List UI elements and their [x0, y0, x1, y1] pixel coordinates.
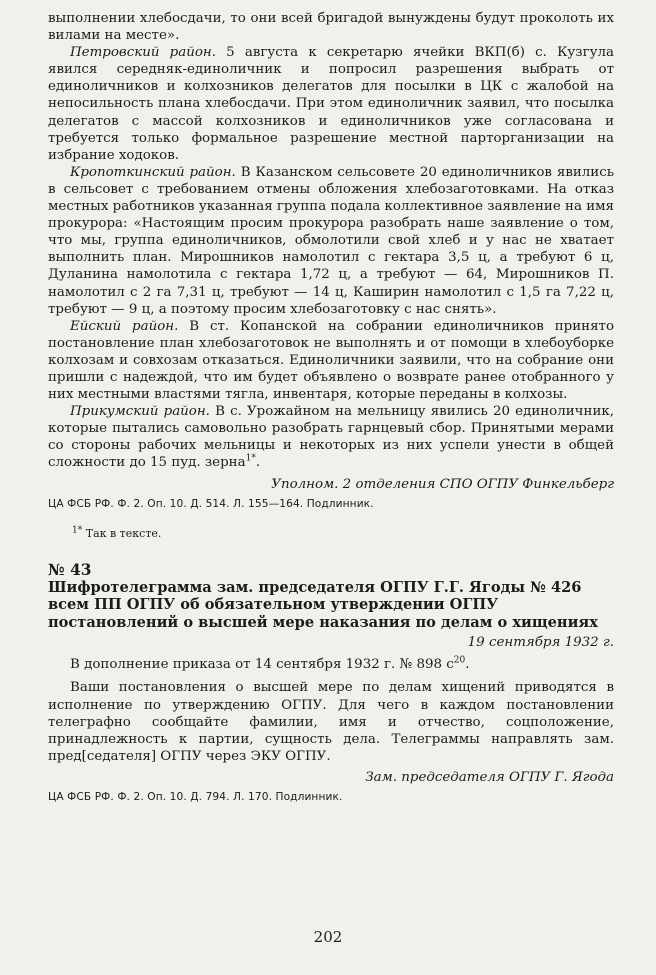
- paragraph-prikumsky-end: .: [255, 455, 261, 471]
- paragraph-petrovsky-text: 5 августа к секретарю ячейки ВКП(б) с. Кузгула явился середняк-единоличник и попросил разрешения выбрать от единоличников и колхозников делегатов для посылки в ЦК с жалобой на непосильность плана хлебосдачи. При этом единоличник заявил, что посылка делегатов с массой колхозников и единоличников уже согласована и требуется только формальное разрешение местной парторганизации на избрание ходоков.: [48, 45, 614, 163]
- archive-reference-2: ЦА ФСБ РФ. Ф. 2. Оп. 10. Д. 794. Л. 170. Подлинник.: [48, 790, 343, 803]
- document-intro-text: В дополнение приказа от 14 сентября 1932 г. № 898 с: [70, 657, 454, 673]
- footnote-ref: 1*: [245, 453, 256, 464]
- paragraph-kropotkinsky: [48, 164, 614, 318]
- district-label-eysky: Ейский район.: [70, 318, 179, 334]
- paragraph-continuation: выполнении хлебосдачи, то они всей бригадой вынуждены будут проколоть их вилами на месте».: [48, 11, 614, 44]
- document-body: Ваши постановления о высшей мере по делам хищений приводятся в исполнение по утверждению ОГПУ. Для чего в каждом постановлении телеграфно сообщайте фамилии, имя и отчество, соцположение, принадлежность к партии, сущность дела. Телеграммы направлять зам. пред[седателя] ОГПУ через ЭКУ ОГПУ.: [48, 680, 614, 764]
- archive-reference-1: ЦА ФСБ РФ. Ф. 2. Оп. 10. Д. 514. Л. 155—164. Подлинник.: [48, 497, 374, 510]
- district-label-kropotkinsky: Кропоткинский район.: [70, 164, 236, 180]
- district-label-prikumsky: Прикумский район.: [70, 404, 210, 420]
- paragraph-petrovsky: [48, 44, 614, 164]
- paragraph-eysky-text: В ст. Копанской на собрании единоличников принято постановление план хлебозаготовок не выполнять и от помощи в хлебоуборке колхозам и совхозам отказаться. Единоличники заявили, что на собрание они пришли с надеждой, что им будет объявлено о возврате ранее отобранного у них местными властями тягла, инвентаря, которые переданы в колхозы.: [48, 318, 614, 403]
- footnote-mark: 1*: [72, 524, 83, 535]
- paragraph-kropotkinsky-text: В Казанском сельсовете 20 единоличников явились в сельсовет с требованием отмены обложения хлебозаготовками. На отказ местных работников указанная группа подала коллективное заявление на имя прокурора: «Настоящим просим прокурора разобрать наше заявление о том, что мы, группа единоличников, обмолотили свой хлеб и у нас не хватает выполнить план. Мирошников намолотил с гектара 3,5 ц, а требуют 6 ц, Дуланина намолотила с гектара 1,72 ц, а требуют — 64, Мирошников П. намолотил с 2 га 7,31 ц, требуют — 14 ц, Каширин намолотил с 1,5 га 7,22 ц, требуют — 9 ц, а поэтому просим хлебозаготовку с нас снять».: [48, 164, 615, 317]
- district-label-petrovsky: Петровский район.: [70, 45, 216, 61]
- footnote: [48, 524, 614, 541]
- signature-yagoda: Зам. председателя ОГПУ Г. Ягода: [365, 769, 614, 785]
- document-date: 19 сентября 1932 г.: [467, 635, 614, 651]
- document-intro: [48, 656, 614, 673]
- endnote-ref: 20: [453, 655, 466, 666]
- page-number: 202: [313, 928, 343, 946]
- footnote-text: Так в тексте.: [82, 526, 162, 540]
- document-number: № 43: [48, 560, 92, 579]
- document-intro-end: .: [465, 657, 470, 673]
- signature-finkelberg: Уполном. 2 отделения СПО ОГПУ Финкельберг: [271, 476, 614, 492]
- paragraph-prikumsky-text: В с. Урожайном на мельницу явились 20 единоличник, которые пытались самовольно разобрать гарнцевый сбор. Принятыми мерами со стороны рабочих мельницы и некоторых из них успели унести в общей сложности до 15 пуд. зерна: [48, 404, 614, 471]
- document-title: Шифротелеграмма зам. председателя ОГПУ Г.Г. Ягоды № 426 всем ПП ОГПУ об обязательном утверждении ОГПУ постановлений о высшей мере наказания по делам о хищениях: [48, 578, 598, 631]
- paragraph-prikumsky: [48, 403, 614, 471]
- paragraph-eysky: [48, 318, 614, 403]
